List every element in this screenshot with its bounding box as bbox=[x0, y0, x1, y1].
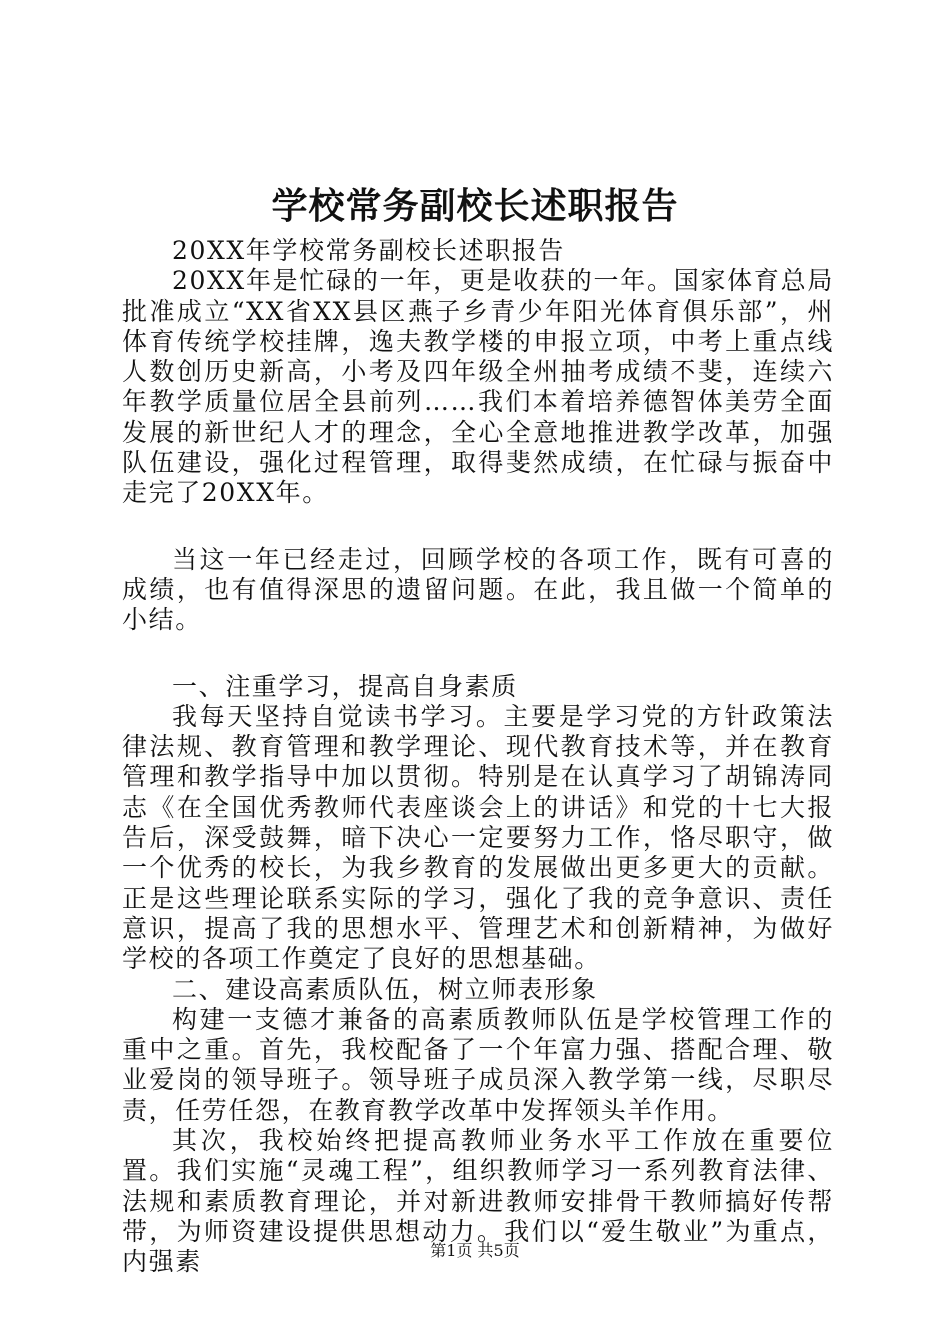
section-heading-2: 二、建设高素质队伍，树立师表形象 bbox=[172, 974, 598, 1004]
document-title: 学校常务副校长述职报告 bbox=[271, 185, 679, 227]
paragraph-team: 构建一支德才兼备的高素质教师队伍是学校管理工作的重中之重。首先，我校配备了一个年富力强、搭配合理、敬业爱岗的领导班子。领导班子成员深入教学第一线，尽职尽责，任劳任怨，在教育教学改革中发挥领头羊作用。 bbox=[122, 1004, 834, 1125]
paragraph-subtitle: 20XX年学校常务副校长述职报告 bbox=[172, 236, 566, 265]
paragraph-summary: 当这一年已经走过，回顾学校的各项工作，既有可喜的成绩，也有值得深思的遗留问题。在此，我且做一个简单的小结。 bbox=[122, 544, 834, 635]
paragraph-spacer bbox=[122, 509, 834, 545]
paragraph-spacer bbox=[122, 636, 834, 672]
section-heading-1: 一、注重学习，提高自身素质 bbox=[172, 671, 518, 701]
paragraph-training: 其次，我校始终把提高教师业务水平工作放在重要位置。我们实施“灵魂工程”，组织教师学习一系列教育法律、法规和素质教育理论，并对新进教师安排骨干教师搞好传帮带，为师资建设提供思想动力。我们以“爱生敬业”为重点，内强素 bbox=[122, 1126, 834, 1277]
page-number-footer: 第1页 共5页 bbox=[430, 1241, 520, 1260]
document-body bbox=[122, 236, 834, 1278]
paragraph-intro: 20XX年是忙碌的一年，更是收获的一年。国家体育总局批准成立“XX省XX县区燕子乡青少年阳光体育俱乐部”，州体育传统学校挂牌，逸夫教学楼的申报立项，中考上重点线人数创历史新高，小考及四年级全州抽考成绩不斐，连续六年教学质量位居全县前列……我们本着培养德智体美劳全面发展的新世纪人才的理念，全心全意地推进教学改革，加强队伍建设，强化过程管理，取得斐然成绩，在忙碌与振奋中走完了20XX年。 bbox=[122, 266, 834, 508]
paragraph-study: 我每天坚持自觉读书学习。主要是学习党的方针政策法律法规、教育管理和教学理论、现代教育技术等，并在教育管理和教学指导中加以贯彻。特别是在认真学习了胡锦涛同志《在全国优秀教师代表座谈会上的讲话》和党的十七大报告后，深受鼓舞，暗下决心一定要努力工作，恪尽职守，做一个优秀的校长，为我乡教育的发展做出更多更大的贡献。正是这些理论联系实际的学习，强化了我的竞争意识、责任意识，提高了我的思想水平、管理艺术和创新精神，为做好学校的各项工作奠定了良好的思想基础。 bbox=[122, 701, 834, 974]
